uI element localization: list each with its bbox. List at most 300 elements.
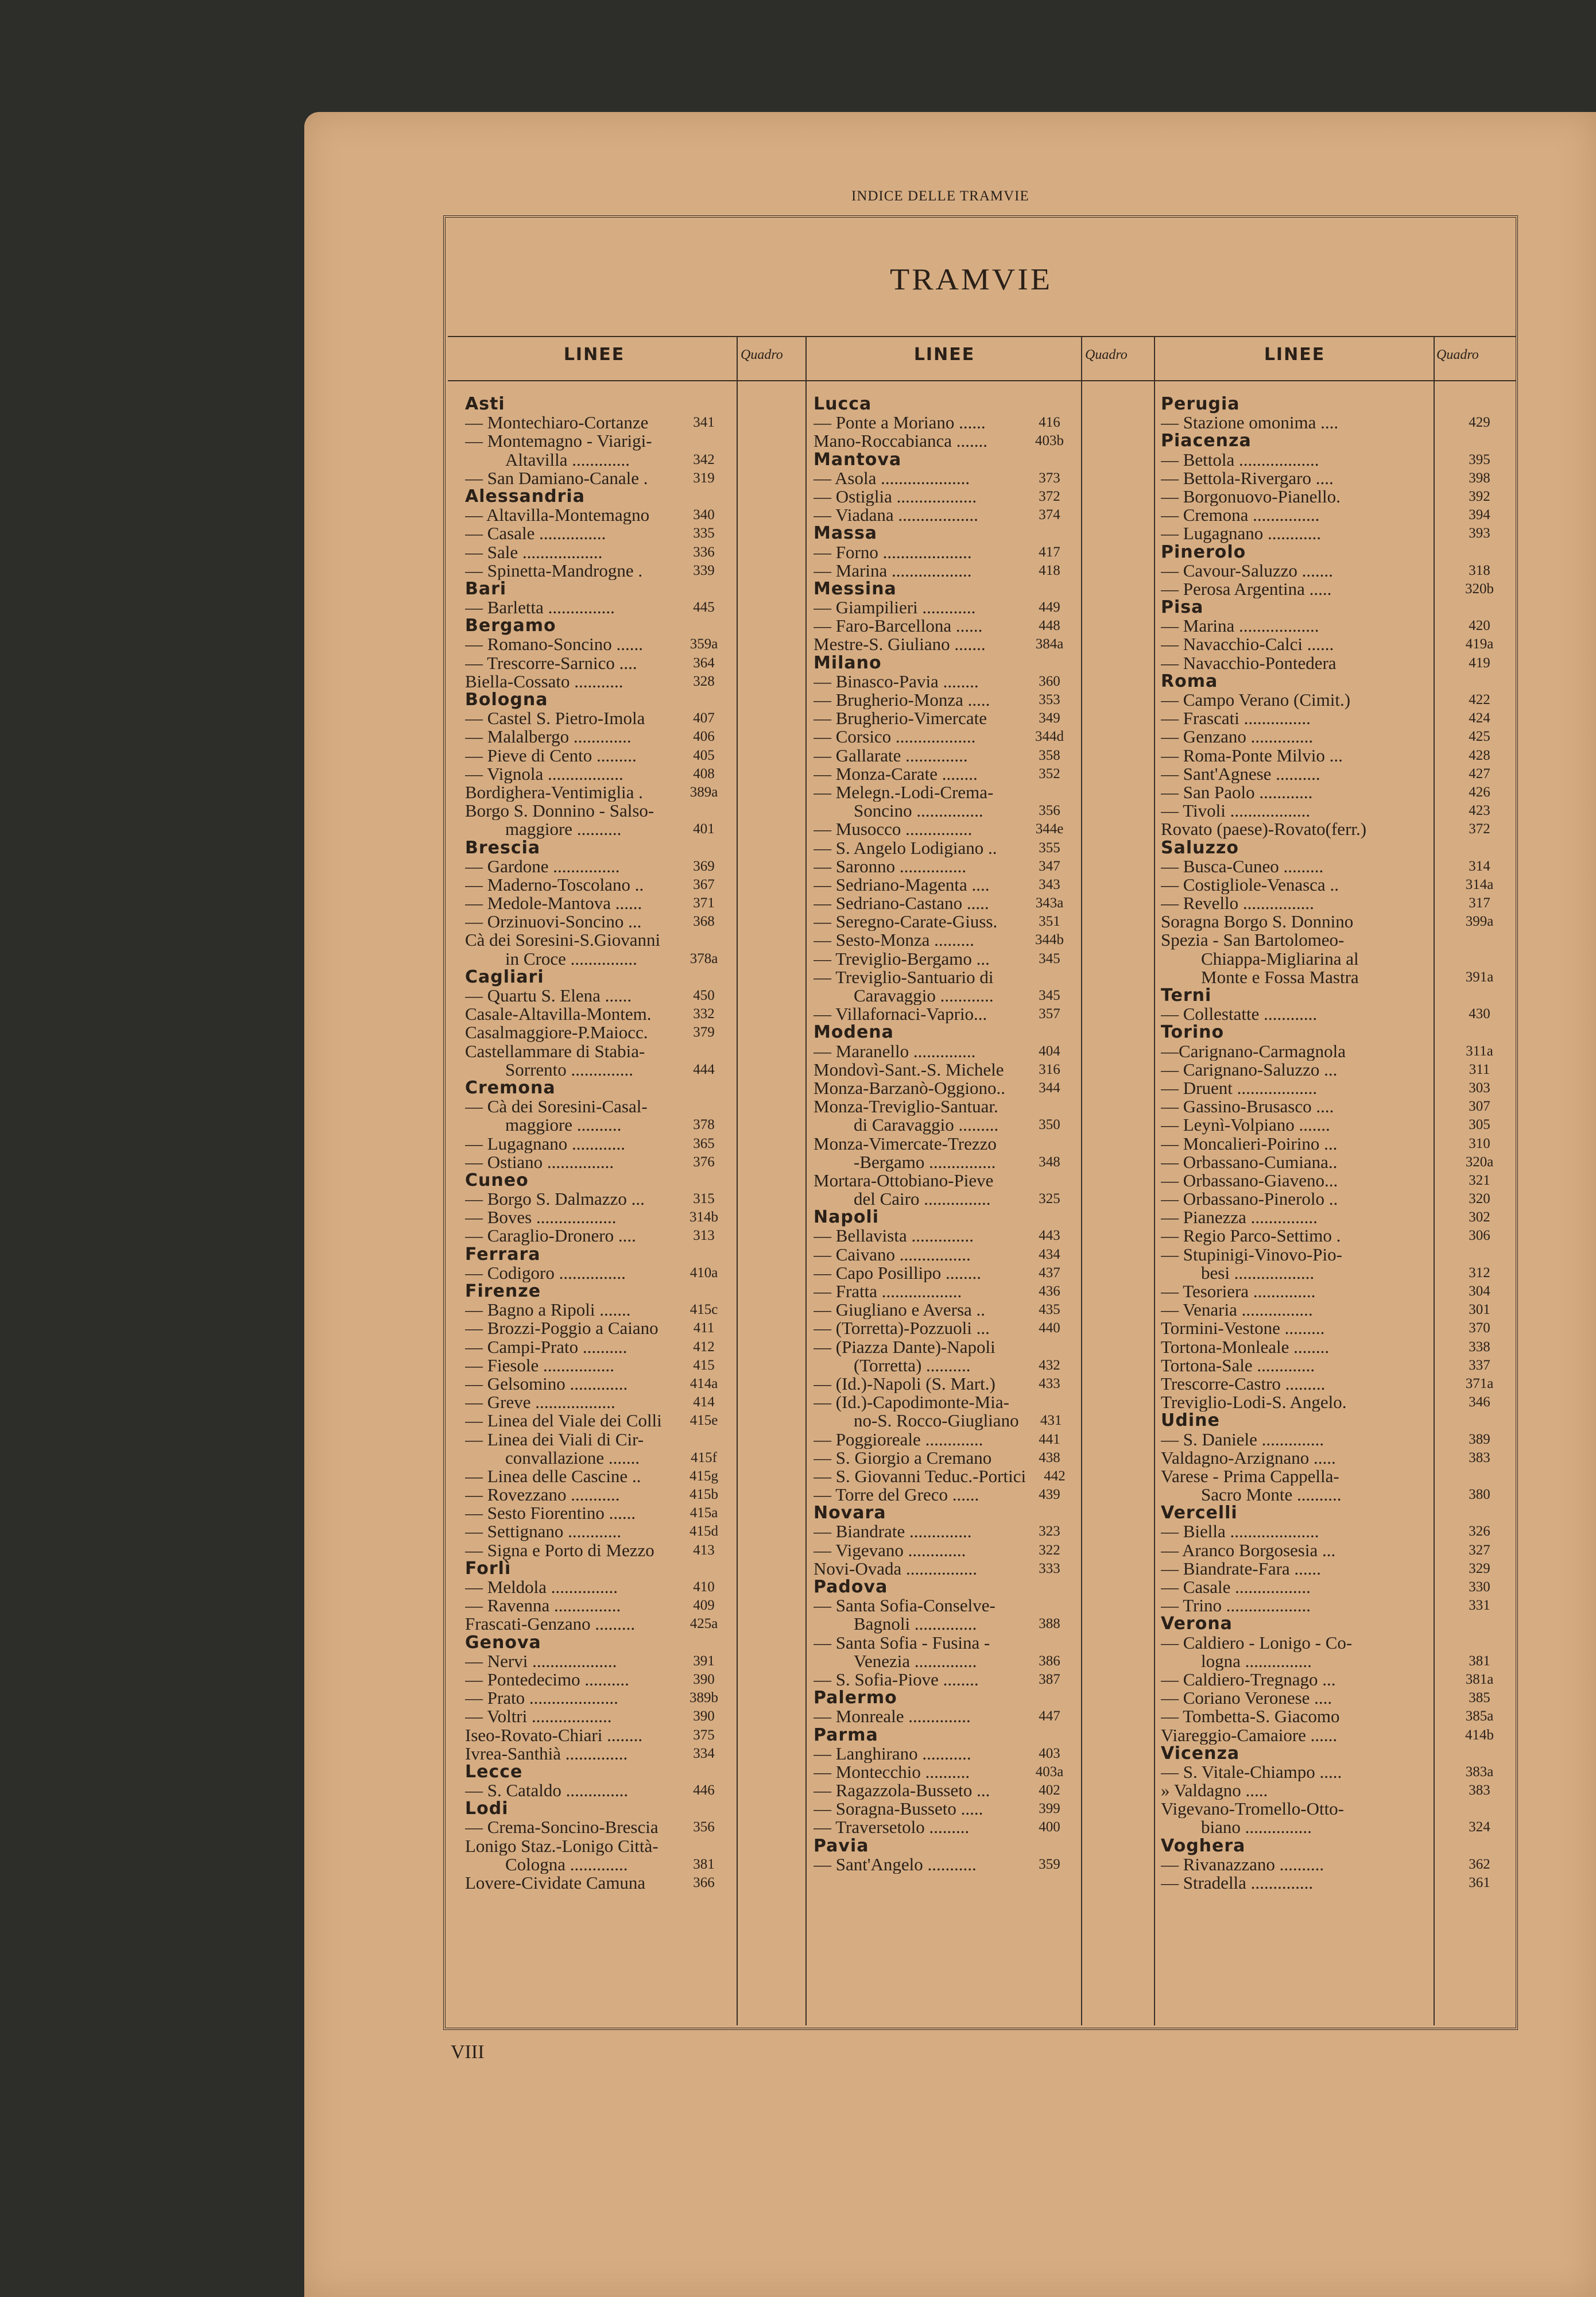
city-heading [465,1560,738,1578]
line-name: — Tivoli .................. [1161,802,1311,821]
line-name: — Poggioreale ............. [814,1430,983,1449]
quadro-number: 326 [1469,1523,1490,1540]
line-entry [1161,1652,1517,1670]
line-entry [465,1208,738,1227]
city-heading [465,580,738,598]
quadro-number: 385 [1469,1690,1490,1706]
line-name: — Gelsomino ............. [465,1374,628,1394]
line-entry [1161,1079,1517,1097]
line-name: — Melegn.-Lodi-Crema- [814,783,994,802]
line-name: Monza-Barzanò-Oggiono.. [814,1078,1006,1098]
line-name: Tortona-Monleale ........ [1161,1337,1330,1356]
quadro-number: 345 [1039,950,1060,966]
line-name: — Medole-Mantova ...... [465,894,642,913]
quadro-number: 395 [1469,451,1490,467]
line-name: — Ostiano ............... [465,1153,614,1171]
line-entry [814,617,1083,635]
quadro-number: 435 [1039,1302,1060,1318]
quadro-number: 408 [693,765,715,782]
quadro-number: 390 [693,1671,715,1687]
line-entry [1161,1800,1517,1818]
line-entry [814,1042,1083,1061]
line-entry [1161,1560,1517,1578]
line-name: — Costigliole-Venasca .. [1161,875,1339,895]
line-name: — Meldola ............... [465,1578,618,1597]
line-entry [1161,617,1517,635]
line-name: — Aranco Borgosesia ... [1161,1541,1336,1560]
line-name: Cologna ............. [505,1855,628,1874]
line-entry [814,894,1083,912]
line-name: — Stazione omonima .... [1161,413,1339,432]
line-entry [1161,1578,1517,1596]
line-entry [465,672,738,691]
line-name: —Carignano-Carmagnola [1161,1042,1346,1061]
line-name: — Brozzi-Poggio a Caiano [465,1319,658,1338]
quadro-number: 359 [1039,1856,1060,1872]
city-heading [814,1504,1083,1522]
line-entry [814,1486,1083,1504]
line-name: Vicenza [1161,1744,1240,1763]
quadro-number: 425 [1469,729,1490,745]
quadro-number: 366 [693,1875,715,1890]
line-entry [465,562,738,580]
line-entry [1161,691,1517,709]
line-name: — Regio Parco-Settimo . [1161,1227,1341,1246]
line-name: Valdagno-Arzignano ..... [1161,1448,1336,1467]
line-name: — Bettola .................. [1161,450,1319,469]
line-name: Cuneo [465,1171,529,1190]
quadro-number: 437 [1039,1264,1060,1281]
line-entry [814,1763,1083,1781]
line-name: Napoli [814,1208,880,1227]
quadro-number: 306 [1469,1228,1490,1244]
line-name: Firenze [465,1282,541,1301]
line-name: — Orbassano-Pinerolo .. [1161,1190,1338,1209]
quadro-number: 424 [1469,710,1490,726]
line-entry [465,747,738,765]
line-entry [465,1375,738,1393]
line-entry [814,1818,1083,1836]
quadro-number: 414a [689,1375,718,1391]
line-name: biano ............... [1201,1818,1312,1837]
line-name: Alessandria [465,487,585,506]
line-entry [465,1652,738,1670]
line-name: — Giugliano e Aversa .. [814,1301,986,1320]
quadro-number: 349 [1039,710,1060,726]
city-heading [1161,1745,1517,1763]
line-entry [465,654,738,672]
column-divider [1154,337,1155,2025]
line-name: — (Id.)-Napoli (S. Mart.) [814,1374,995,1394]
quadro-number: 339 [693,562,715,578]
line-name: Viareggio-Camaiore ...... [1161,1726,1338,1745]
quadro-number: 402 [1039,1782,1060,1799]
column-header-linee-3: LINEE [1264,345,1326,365]
line-name: Modena [814,1023,894,1042]
line-entry [465,413,738,432]
line-name: — Revello ................ [1161,894,1314,913]
quadro-number: 341 [693,415,715,431]
line-entry [465,1522,738,1541]
city-heading [465,1246,738,1264]
line-entry [1161,1208,1517,1227]
line-entry [1161,1781,1517,1800]
line-name: Terni [1161,987,1212,1006]
line-entry [814,1745,1083,1763]
quadro-number: 340 [693,507,715,523]
line-name: — S. Sofia-Piove ........ [814,1670,979,1689]
line-name: — Traversetolo ......... [814,1818,970,1837]
page-number: VIII [451,2041,485,2063]
quadro-number: 305 [1469,1117,1490,1133]
line-name: — Lugagnano ............ [1161,524,1321,543]
line-entry [465,1301,738,1319]
line-entry [465,1818,738,1836]
quadro-number: 441 [1039,1431,1060,1447]
city-heading [465,1079,738,1097]
line-entry [814,709,1083,728]
city-heading [814,1726,1083,1745]
city-heading [465,1763,738,1781]
quadro-number: 415d [689,1523,718,1540]
line-entry [1161,524,1517,543]
line-name: — Rivanazzano .......... [1161,1855,1324,1874]
line-name: Iseo-Rovato-Chiari ........ [465,1726,643,1745]
line-entry [1161,1375,1517,1393]
quadro-number: 420 [1469,618,1490,634]
city-heading [465,617,738,635]
quadro-number: 350 [1039,1117,1060,1133]
line-name: — Druent .................. [1161,1078,1318,1098]
line-entry [465,1486,738,1504]
line-entry [814,1282,1083,1301]
quadro-number: 386 [1039,1653,1060,1669]
line-entry [1161,1522,1517,1541]
quadro-number: 430 [1469,1006,1490,1022]
line-entry [465,1042,738,1061]
line-name: — Gallarate .............. [814,746,968,765]
line-name: — Lugagnano ............ [465,1134,625,1153]
line-name: Novi-Ovada ................ [814,1559,977,1578]
quadro-number: 320a [1465,1154,1494,1170]
line-name: — Carignano-Saluzzo ... [1161,1060,1338,1079]
quadro-number: 375 [693,1727,715,1743]
line-name: — Monza-Carate ........ [814,764,978,783]
line-entry [814,1522,1083,1541]
quadro-number: 346 [1469,1394,1490,1410]
quadro-number: 399 [1039,1801,1060,1817]
line-entry [814,747,1083,765]
city-heading [1161,598,1517,617]
line-entry [1161,876,1517,894]
line-entry [1161,1596,1517,1615]
quadro-number: 360 [1039,673,1060,689]
quadro-number: 361 [1469,1875,1490,1890]
quadro-number: 311a [1466,1043,1493,1059]
line-name: Cagliari [465,968,544,987]
quadro-number: 311 [1469,1061,1490,1077]
quadro-number: 378a [689,950,718,966]
city-heading [1161,432,1517,450]
line-entry [814,1430,1083,1449]
quadro-number: 371 [693,895,715,911]
line-entry [465,876,738,894]
quadro-number: 351 [1039,914,1060,930]
quadro-number: 325 [1039,1191,1060,1207]
line-entry [465,1449,738,1467]
column-header-linee-1: LINEE [563,345,625,365]
line-name: — Borgonuovo-Pianello. [1161,487,1341,506]
line-name: Monza-Vimercate-Trezzo [814,1134,997,1153]
quadro-number: 381 [1469,1653,1490,1669]
line-name: Varese - Prima Cappella- [1161,1467,1339,1486]
line-entry [1161,765,1517,783]
quadro-number: 389b [689,1690,718,1706]
line-name: — Orzinuovi-Soncino ... [465,912,642,931]
quadro-number: 368 [693,914,715,930]
quadro-number: 442 [1044,1468,1066,1484]
line-name: Sacro Monte .......... [1201,1486,1342,1505]
quadro-number: 449 [1039,600,1060,616]
quadro-number: 383 [1469,1449,1490,1465]
line-entry [465,506,738,524]
line-name: — Campo Verano (Cimit.) [1161,691,1351,710]
line-name: — Casale ............... [465,524,606,543]
quadro-number: 415c [689,1302,718,1318]
quadro-number: 384a [1035,636,1064,652]
quadro-number: 367 [693,876,715,892]
line-entry [814,876,1083,894]
line-entry [465,1412,738,1430]
city-heading [465,968,738,987]
line-name: — Marina .................. [814,561,972,580]
line-name: — Linea dei Viali di Cir- [465,1430,644,1449]
line-name: Forlì [465,1559,512,1578]
quadro-number: 405 [693,747,715,763]
line-name: Pavia [814,1836,869,1855]
line-entry [465,1596,738,1615]
line-name: Biella-Cossato ........... [465,672,623,691]
line-name: — Gassino-Brusasco .... [1161,1097,1334,1116]
quadro-number: 329 [1469,1560,1490,1576]
line-entry [1161,506,1517,524]
city-heading [814,1837,1083,1855]
line-entry [1161,1634,1517,1652]
quadro-number: 328 [693,673,715,689]
line-name: Tortona-Sale ............. [1161,1356,1315,1375]
quadro-number: 378 [693,1117,715,1133]
line-entry [1161,635,1517,653]
city-heading [814,1689,1083,1707]
city-heading [465,1282,738,1301]
line-name: — Treviglio-Bergamo ... [814,949,990,968]
quadro-number: 413 [693,1542,715,1558]
quadro-number: 318 [1469,562,1490,578]
line-name: — Binasco-Pavia ........ [814,672,979,691]
line-entry [814,1615,1083,1633]
line-name: Mondovì-Sant.-S. Michele [814,1060,1004,1079]
quadro-number: 401 [693,821,715,837]
line-entry [1161,1246,1517,1264]
line-name: — Spinetta-Mandrogne . [465,561,643,580]
quadro-number: 381a [1465,1671,1494,1687]
line-name: — Frascati ............... [1161,709,1311,728]
line-entry [465,1837,738,1855]
quadro-number: 436 [1039,1283,1060,1299]
quadro-number: 412 [693,1339,715,1355]
quadro-number: 372 [1039,488,1060,504]
line-name: — Gardone ............... [465,857,620,876]
city-heading [814,451,1083,469]
quadro-number: 344 [1039,1080,1060,1096]
quadro-number: 404 [1039,1043,1060,1059]
line-name: — Collestatte ............ [1161,1005,1318,1024]
quadro-number: 344d [1035,729,1064,745]
quadro-number: 393 [1469,525,1490,542]
line-name: — San Paolo ............ [1161,783,1313,802]
line-entry [465,1023,738,1042]
line-name: Lecce [465,1762,523,1782]
quadro-number: 371a [1465,1375,1494,1391]
page-header: INDICE DELLE TRAMVIE [851,188,1029,204]
line-name: — Biella .................... [1161,1522,1319,1541]
quadro-number: 323 [1039,1523,1060,1540]
quadro-number: 317 [1469,895,1490,911]
quadro-number: 335 [693,525,715,542]
line-entry [1161,1670,1517,1689]
city-heading [465,488,738,506]
line-entry [814,1005,1083,1023]
line-entry [1161,968,1517,987]
line-name: — Navacchio-Pontedera [1161,653,1337,672]
line-name: — Coriano Veronese .... [1161,1689,1332,1708]
line-name: — Seregno-Carate-Giuss. [814,912,998,931]
line-name: — Malalbergo ............. [465,728,632,747]
line-name: — Campi-Prato .......... [465,1337,627,1356]
line-entry [1161,1264,1517,1282]
quadro-number: 444 [693,1061,715,1077]
line-name: Treviglio-Lodi-S. Angelo. [1161,1393,1347,1412]
quadro-number: 336 [693,544,715,560]
line-entry [814,1393,1083,1412]
line-name: Mestre-S. Giuliano ....... [814,635,986,654]
line-name: Casale-Altavilla-Montem. [465,1005,652,1024]
line-entry [814,598,1083,617]
line-name: Massa [814,524,878,543]
quadro-number: 450 [693,988,715,1003]
line-entry [1161,1005,1517,1023]
line-entry [814,931,1083,949]
line-entry [814,1670,1083,1689]
quadro-number: 321 [1469,1172,1490,1188]
line-name: Monte e Fossa Mastra [1201,968,1359,987]
line-name: — Vigevano ............. [814,1541,966,1560]
quadro-number: 356 [693,1819,715,1835]
line-name: — (Torretta)-Pozzuoli ... [814,1319,990,1338]
line-entry [1161,1874,1517,1892]
quadro-number: 314 [1469,858,1490,874]
quadro-number: 344e [1035,821,1064,837]
line-entry [1161,1042,1517,1061]
line-entry [1161,1153,1517,1171]
quadro-number: 422 [1469,692,1490,707]
line-name: — S. Daniele .............. [1161,1430,1324,1449]
line-entry [1161,1061,1517,1079]
line-entry [465,1504,738,1522]
quadro-number: 359a [689,636,718,652]
line-name: — Boves .................. [465,1208,617,1227]
line-entry [814,1135,1083,1153]
line-name: — Rovezzano ........... [465,1486,620,1505]
line-name: — Capo Posillipo ........ [814,1263,981,1282]
line-name: Lodi [465,1800,509,1819]
quadro-number: 447 [1039,1708,1060,1724]
city-heading [814,654,1083,672]
line-entry [814,1116,1083,1134]
quadro-number: 315 [693,1191,715,1207]
line-name: — Monreale .............. [814,1707,971,1726]
quadro-number: 327 [1469,1542,1490,1558]
line-entry [1161,562,1517,580]
quadro-number: 414b [1465,1727,1494,1743]
quadro-number: 357 [1039,1006,1060,1022]
line-entry [814,839,1083,857]
line-entry [814,1412,1083,1430]
line-entry [465,765,738,783]
line-entry [465,1190,738,1208]
city-heading [814,1578,1083,1596]
quadro-number: 390 [693,1708,715,1724]
quadro-number: 312 [1469,1264,1490,1281]
line-name: — Romano-Soncino ...... [465,635,643,654]
line-name: Spezia - San Bartolomeo- [1161,931,1345,950]
line-entry [1161,413,1517,432]
quadro-number: 380 [1469,1487,1490,1503]
quadro-number: 355 [1039,840,1060,856]
index-column-2 [814,395,1083,1874]
line-name: Asti [465,395,505,414]
line-name: (Torretta) .......... [854,1356,971,1375]
line-entry [465,1097,738,1116]
line-name: — Pieve di Cento ......... [465,746,637,765]
line-name: — Caldiero - Lonigo - Co- [1161,1633,1353,1652]
quadro-number: 440 [1039,1320,1060,1336]
line-name: Tormini-Vestone ......... [1161,1319,1325,1338]
line-name: Piacenza [1161,432,1252,451]
line-entry [814,691,1083,709]
line-entry [1161,1190,1517,1208]
line-name: — (Id.)-Capodimonte-Mia- [814,1393,1009,1412]
line-name: Brescia [465,838,541,857]
quadro-number: 416 [1039,415,1060,431]
city-heading [1161,1837,1517,1855]
quadro-number: 320b [1465,581,1494,597]
line-name: — Castel S. Pietro-Imola [465,709,645,728]
line-entry [1161,894,1517,912]
line-entry [814,1097,1083,1116]
quadro-number: 373 [1039,470,1060,486]
line-entry [814,820,1083,838]
line-entry [465,1541,738,1560]
quadro-number: 398 [1469,470,1490,486]
line-entry [465,543,738,562]
line-entry [814,987,1083,1005]
line-entry [465,1227,738,1245]
line-entry [1161,747,1517,765]
quadro-number: 448 [1039,618,1060,634]
quadro-number: 316 [1039,1061,1060,1077]
quadro-number: 389a [689,784,718,800]
